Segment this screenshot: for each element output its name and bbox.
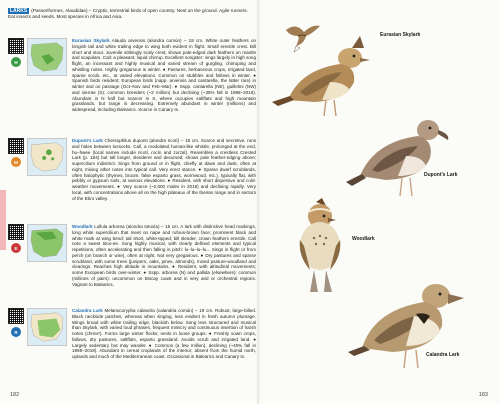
status-badge: H bbox=[11, 57, 21, 67]
section-tab bbox=[0, 190, 6, 250]
species-description: Alauda arvensis (alondra común) – 18 cm. White outer feathers on longish tail and white trailing edge to wing both evident in flight. Small erectile crest. Bill short and stout. Juvenile strikingly scaly crest; shows pale-edged dark feathers on mantle and scapulars. Call: a pleasant, liquid chirrup. Excellent songster: sings largely in high song flight, an incessant and highly musical and varied stream of gurgling, chirruping and whistling notes. Highly gregarious in winter. ● Pastures, herbaceous crops, irrigated land, sparse scrub, etc., at varied elevations. Common on stubbles and fallows in winter. ● Spanish birds resident; European birds (napp. arvensis and cantarella, the latter rare) in winter and on passage (Oct–Nov and Feb–Mar). ● Sspp. cantarella (NE), guillelmi (NW) and sierrae (S); common breeders (~2 million) but declining (~35% fall in 1998–2018). Abundant in N half but scarcer in S, where occupies saltflats and high mountain grasslands, but range is decreasing. Extremely abundant in winter (millions) and widespread, including Balearics. Scarce in Canary Is. bbox=[72, 38, 256, 112]
species-text bbox=[72, 138, 256, 220]
qr-code-icon[interactable] bbox=[8, 38, 24, 54]
species-entry-woodlark bbox=[8, 224, 256, 304]
species-name: Calandra Lark bbox=[72, 308, 103, 313]
species-entry-dupont bbox=[8, 138, 256, 220]
species-description: Chersophilus duponti (alondra ricotí) – 18 cm. Scarce and secretive, runs and hides between tussocks. Call, a modulated human-like whistle, prolonged at the end, hu–hwee (local names include ricotí, rocín and zorzal). Resembles a crestless Crested Lark (p. 184) but tall longer, slenderer and decurved; shows pale feather-edging above; supercilium indistinct. Sings from ground or in flight, chiefly at dawn and dusk, often at night, mixing other notes into typical call. Very erect stance. ● Sparse dwarf scrublands, often halophytic (thymes, broom, false esparto grass, wormwood, etc.), typically flat, with pebbly or gypsum soils, at various elevations. ● Resident, with short dispersive and cold-weather movements. ● Very scarce (~2,000 males in 2018) and declining rapidly. Very local, with concentrations above all on the high plateaux of the Iberian range and in sectors of the Ebro valley. bbox=[72, 138, 256, 201]
illustration-label-woodlark: Woodlark bbox=[352, 236, 375, 242]
status-badge: M bbox=[11, 157, 21, 167]
status-badge: R bbox=[11, 327, 21, 337]
illustration-label-dupont: Dupont's Lark bbox=[424, 172, 458, 178]
distribution-map bbox=[27, 38, 67, 76]
species-description: Melanocorypha calandra (calandria común) – 19 cm. Robust, large-billed. Black neckside patches, whereas when singing, less evident in fresh autumn plumage. Wings broad with white trailing edge, blackish below. Song less structured and musical than Skylark, with varied loud phrases, frequent mimicry and continuous insertion of harsh notes (chrrerr). Forms large winter flocks; nests in loose groups. ● Freshly sown crops, fallows, dry pastures, saltflats, esparto grassland. Avoids scrub and irrigated land. ● Largely sedentary but may wander. ● Common (a few million), declining (~45% fall in 1998–2018). Abundant in cereal croplands of the interior; absent from the humid north, uplands and much of the Mediterranean coast. Occasional in Balearics and Canary Is. bbox=[72, 308, 256, 359]
eurasian-skylark-illustration bbox=[270, 30, 380, 120]
species-entry-skylark bbox=[8, 38, 256, 134]
species-text bbox=[72, 38, 256, 134]
species-text bbox=[72, 308, 256, 388]
species-name: Eurasian Skylark bbox=[72, 38, 110, 43]
family-label: LARKS bbox=[10, 8, 28, 14]
page-number-left: 182 bbox=[10, 392, 20, 398]
qr-code-icon[interactable] bbox=[8, 224, 24, 240]
species-description: Lullula arborea (alondra totovía) – 15 cm. A lark with distinctive head markings, long white supercilium that meet on nape and rufous-brown face; prominent black and white mark at wing bend; tail short, white-tipped; bill slender, crown feathers erectile. Call note a sweet titoo-ee. Song highly musical, with clearly defined elements and typical repetitions, often accelerating and then falling in pitch: lu–lu–lu–lu... Sings in flight or from perch (on branch or wire), often at night. Not very gregarious. ● Dry pastures and sparse scrubland, with some trees (junipers, oaks, pines, almonds), mixed pasture-woodland and clearings. Reaches high altitude in mountains. ● Resident, with altitudinal movements; some European birds over-winter. ● Sspp. arborea (N) and pallida (elsewhere): common (millions of pairs): uncommon on Biscay coast and in very arid or orchestral regions. Vagrant to Balearics. bbox=[72, 224, 256, 287]
family-intro bbox=[8, 8, 253, 20]
species-text bbox=[72, 224, 256, 304]
right-page bbox=[260, 0, 500, 404]
distribution-map bbox=[27, 308, 67, 346]
illustration-label-skylark: Eurasian Skylark bbox=[380, 32, 421, 38]
family-intro-text: (Passeriformes, Alaudidae) – Cryptic, terrestrial birds of open country. Nest on the ground. Agile runners. Eat insects and seeds. Most species in Africa and Asia. bbox=[8, 8, 248, 19]
species-name: Dupont's Lark bbox=[72, 138, 103, 143]
qr-code-icon[interactable] bbox=[8, 138, 24, 154]
qr-code-icon[interactable] bbox=[8, 308, 24, 324]
distribution-map bbox=[27, 138, 67, 176]
illustration-label-calandra: Calandra Lark bbox=[426, 352, 460, 358]
species-name: Woodlark bbox=[72, 224, 93, 229]
page-number-right: 183 bbox=[478, 392, 488, 398]
status-badge: E bbox=[11, 243, 21, 253]
species-entry-calandra bbox=[8, 308, 256, 388]
duponts-lark-illustration bbox=[344, 108, 454, 198]
distribution-map bbox=[27, 224, 67, 262]
